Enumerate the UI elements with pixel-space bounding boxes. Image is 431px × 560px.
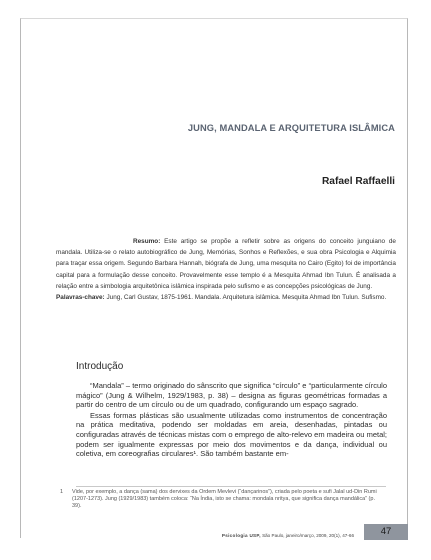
abstract-block [56,236,396,303]
abstract-text: Este artigo se propõe a refletir sobre as origens do conceito junguiano de mandala. Utiliza-se o relato autobiográfico de Jung, Memórias, Sonhos e Reflexões, e sua obra Psicologia e Alquimia para traçar essa origem. Segundo Barbara Hannah, biógrafa de Jung, uma mesquita no Cairo (Egito) foi de importância capital para a formulação desse conceito. Provavelmente esse templo é a Mesquita Ahmad Ibn Tulun. É analisada a relação entre a simbologia arquitetônica islâmica inspirada pelo sufismo e as concepções psicológicas de Jung. [56,238,396,290]
intro-paragraph: “Mandala” – termo originado do sânscrito que significa “círculo” e “particularmente círculo mágico” (Jung & Wilhelm, 1929/1983, p. 38) – designa as figuras geométricas formadas a partir do centro de um círculo ou de um quadrado, configurando um espaço sagrado. [76,381,387,410]
footnote-number: 1 [60,489,64,495]
footnote-divider [76,486,386,487]
intro-paragraph: Essas formas plásticas são usualmente utilizadas como instrumentos de concentração na prática meditativa, podendo ser moldadas em areia, desenhadas, pintadas ou configuradas através de técnicas mistas com o emprego de alto-relevo em madeira ou metal; podem ser igualmente expressas por meio dos movimentos e da dança, individual ou coletiva, em coreografias circulares¹. São também bastante em- [76,410,387,459]
keywords-label: Palavras-chave: [56,294,105,302]
footer-journal: Psicologia USP, [221,533,261,538]
intro-body [76,381,387,459]
footnote [60,489,378,511]
abstract-label: Resumo: [133,238,161,245]
keywords-text: Jung, Carl Gustav, 1875-1961. Mandala. Arquitetura islâmica. Mesquita Ahmad Ibn Tulun. Sufismo. [106,294,387,302]
footer-citation: São Paulo, janeiro/março, 2009, 20(1), 47-66 [262,533,354,538]
article-author: Rafael Raffaelli [321,176,395,187]
page-number: 47 [364,524,408,540]
article-title: JUNG, MANDALA E ARQUITETURA ISLÂMICA [187,123,395,133]
intro-heading: Introdução [76,361,124,372]
footnote-text: Vide, por exemplo, a dança (sama) dos dervixes da Ordem Mevlevi (“dançarinos”), criada pelo poeta e sufi Jalal ud-Din Rumi (1207-1273). Jung (1929/1983) também coloca: “Na Índia, isto se chama: mondala nritya, que significa dança mandálica” (p. 39). [72,489,377,510]
keywords-paragraph [56,292,396,303]
abstract-paragraph [56,236,396,292]
page-footer [174,533,354,538]
